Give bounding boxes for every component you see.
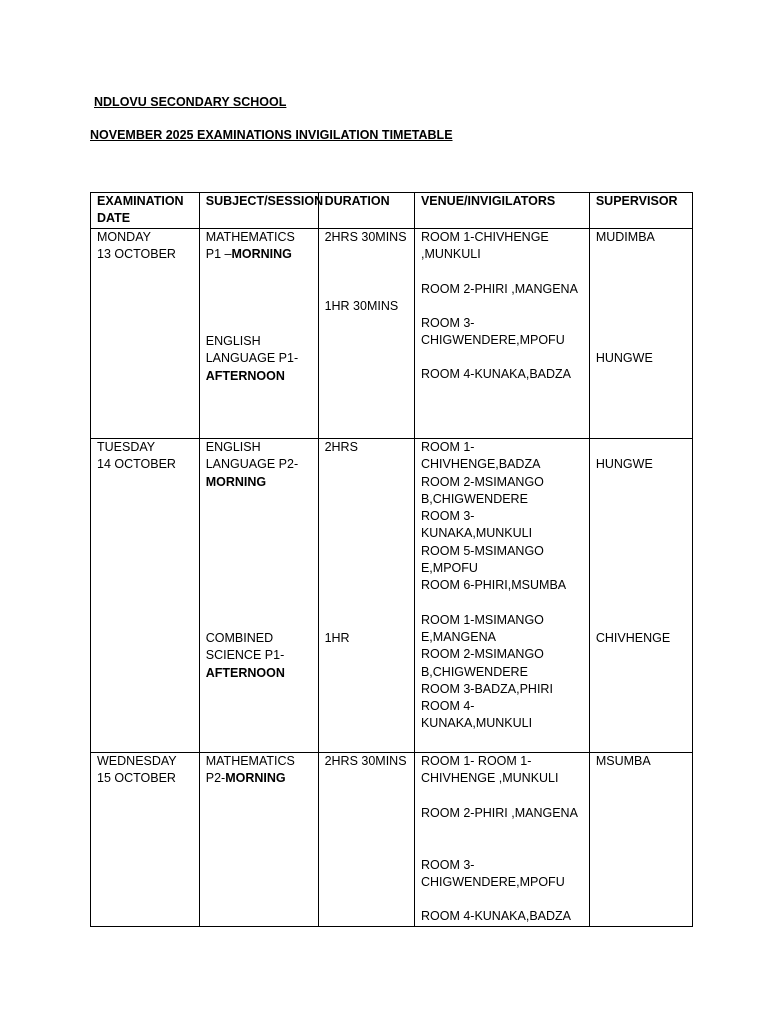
table-header-row [91,193,693,229]
supervisor-2: HUNGWE [595,351,653,365]
session-name: MORNING [205,474,267,489]
subject-cell [199,229,318,439]
venue-item: ROOM 2-MSIMANGO B,CHIGWENDERE [420,474,544,506]
venue-cell [414,439,589,753]
header-supervisor: SUPERVISOR [589,193,692,229]
school-name: NDLOVU SECONDARY SCHOOL [94,95,287,109]
date-cell [91,439,200,753]
subject-session-1 [206,439,312,491]
venue-item: ROOM 4-KUNAKA,BADZA [420,909,571,924]
table-row [91,439,693,753]
duration-1: 2HRS [324,440,358,454]
venue-item: ROOM 6-PHIRI,MSUMBA [420,578,567,593]
header-subject-session: SUBJECT/SESSION [199,193,318,229]
venue-item: ROOM 1- ROOM 1-CHIVHENGE ,MUNKULI [420,754,559,786]
venue-item: ROOM 2-PHIRI ,MANGENA [420,805,578,820]
venue-item: ROOM 1-MSIMANGO E,MANGENA [420,612,544,644]
duration-cell [318,229,414,439]
session-name: MORNING [225,771,286,786]
date-day: MONDAY [97,230,151,244]
duration-1: 2HRS 30MINS [324,754,407,768]
venue-item: ROOM 3-BADZA,PHIRI [420,681,553,696]
duration-1: 2HRS 30MINS [324,230,407,244]
supervisor-1: MUDIMBA [595,230,655,244]
subject-name: ENGLISH LANGUAGE P2- [205,440,299,472]
table-row [91,753,693,927]
supervisor-1: HUNGWE [595,457,653,471]
session-name: AFTERNOON [205,368,285,383]
subject-name: ENGLISH LANGUAGE P1- [205,334,299,366]
subject-session-2 [206,630,312,682]
supervisor-cell [589,229,692,439]
supervisor-1: MSUMBA [595,754,651,768]
subject-session-1 [206,753,312,788]
header-duration: DURATION [318,193,414,229]
subject-session-1 [206,229,312,264]
supervisor-cell [589,439,692,753]
duration-cell [318,439,414,753]
subject-cell [199,753,318,927]
duration-2: 1HR 30MINS [324,299,399,313]
subject-name: MATHEMATICS P2- [205,754,295,786]
venue-item: ROOM 3-KUNAKA,MUNKULI [420,509,533,541]
venue-item: ROOM 1-CHIVHENGE,BADZA [420,440,541,472]
venue-item: ROOM 4-KUNAKA,BADZA [420,367,571,382]
date-text: 13 OCTOBER [97,247,176,262]
session-name: AFTERNOON [205,665,285,680]
header-venue-invigilators: VENUE/INVIGILATORS [414,193,589,229]
venue-cell [414,229,589,439]
date-text: 15 OCTOBER [97,771,176,786]
supervisor-2: CHIVHENGE [595,631,671,645]
date-day: TUESDAY [97,440,156,454]
venue-item: ROOM 4-KUNAKA,MUNKULI [420,699,533,731]
venue-item: ROOM 2-MSIMANGO B,CHIGWENDERE [420,647,544,679]
date-day: WEDNESDAY [97,754,177,768]
invigilation-table [90,192,693,927]
venue-item: ROOM 3-CHIGWENDERE,MPOFU [420,857,565,890]
venue-item: ROOM 1-CHIVHENGE ,MUNKULI [420,230,549,262]
duration-2: 1HR [324,631,350,645]
supervisor-cell [589,753,692,927]
date-cell [91,229,200,439]
timetable-title: NOVEMBER 2025 EXAMINATIONS INVIGILATION TIMETABLE [90,128,453,142]
duration-cell [318,753,414,927]
subject-name: COMBINED SCIENCE P1- [205,631,285,663]
venue-item: ROOM 2-PHIRI ,MANGENA [420,281,578,296]
subject-session-2 [206,333,312,385]
date-cell [91,753,200,927]
session-name: MORNING [231,247,292,262]
subject-cell [199,439,318,753]
date-text: 14 OCTOBER [97,457,176,472]
table-row [91,229,693,439]
header-exam-date: EXAMINATION DATE [91,193,200,229]
venue-item: ROOM 5-MSIMANGO E,MPOFU [420,543,544,576]
subject-name: MATHEMATICS P1 – [205,230,295,262]
venue-item: ROOM 3-CHIGWENDERE,MPOFU [420,315,565,348]
venue-cell [414,753,589,927]
